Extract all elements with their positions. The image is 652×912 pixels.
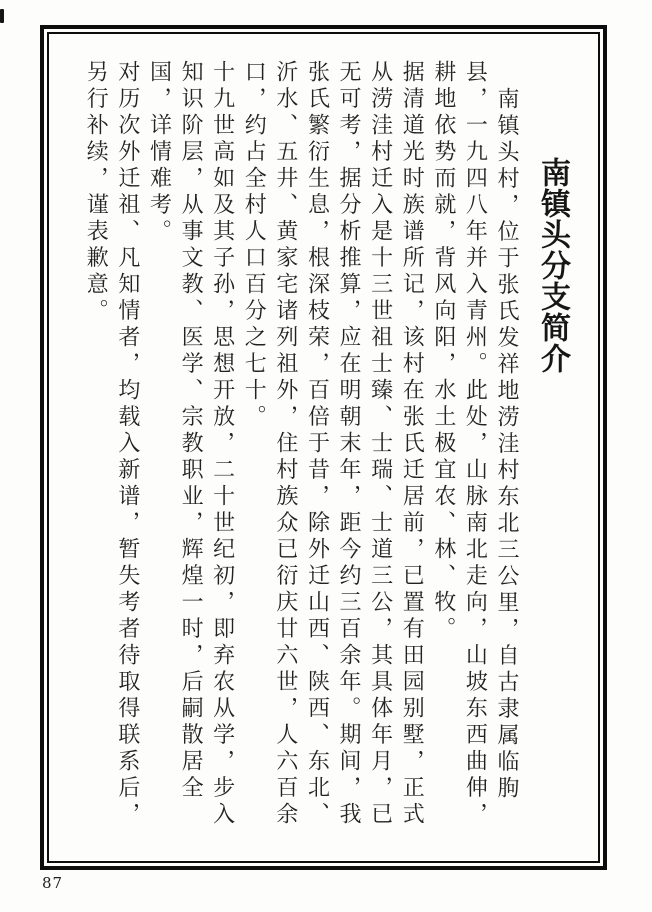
section-title: 南镇头分支简介 xyxy=(535,157,570,374)
page-number: 87 xyxy=(42,874,64,892)
paragraph-4: 对历次外迁祖、凡知情者，均载入新谱，暂失考者待取得联系后，另行补续，谨表歉意。 xyxy=(83,60,140,829)
body-text xyxy=(80,60,522,851)
paragraph-2: 据清道光时族谱所记，该村在张氏迁居前，已置有田园别墅，正式从涝洼村迁入是十三世祖士臻、士瑞、士道三公，其具体年月，已无可考，据分析推算，应在明朝末年，距今约三百余年。期间，我张氏繁衍生息，根深枝荣，百倍于昔，除外迁山西、陕西、东北、沂水、五井、黄家宅诸列祖外，住村族众已衍庆廿六世，人六百余口，约占全村人口百分之七十。 xyxy=(241,60,425,829)
scan-artifact xyxy=(0,9,4,23)
page-content xyxy=(49,34,598,861)
paragraph-1: 南镇头村，位于张氏发祥地涝洼村东北三公里，自古隶属临朐县，一九四八年并入青州。此处，山脉南北走向，山坡东西曲伸，耕地依势而就，背风向阳，水土极宜农、林、牧。 xyxy=(430,60,519,829)
paragraph-3: 十九世高如及其子孙，思想开放，二十世纪初，即弃农从学，步入知识阶层，从事文教、医学、宗教职业，辉煌一时，后嗣散居全国，详情难考。 xyxy=(146,60,235,829)
page-border-inner xyxy=(47,32,600,863)
page-border-outer xyxy=(40,25,607,870)
